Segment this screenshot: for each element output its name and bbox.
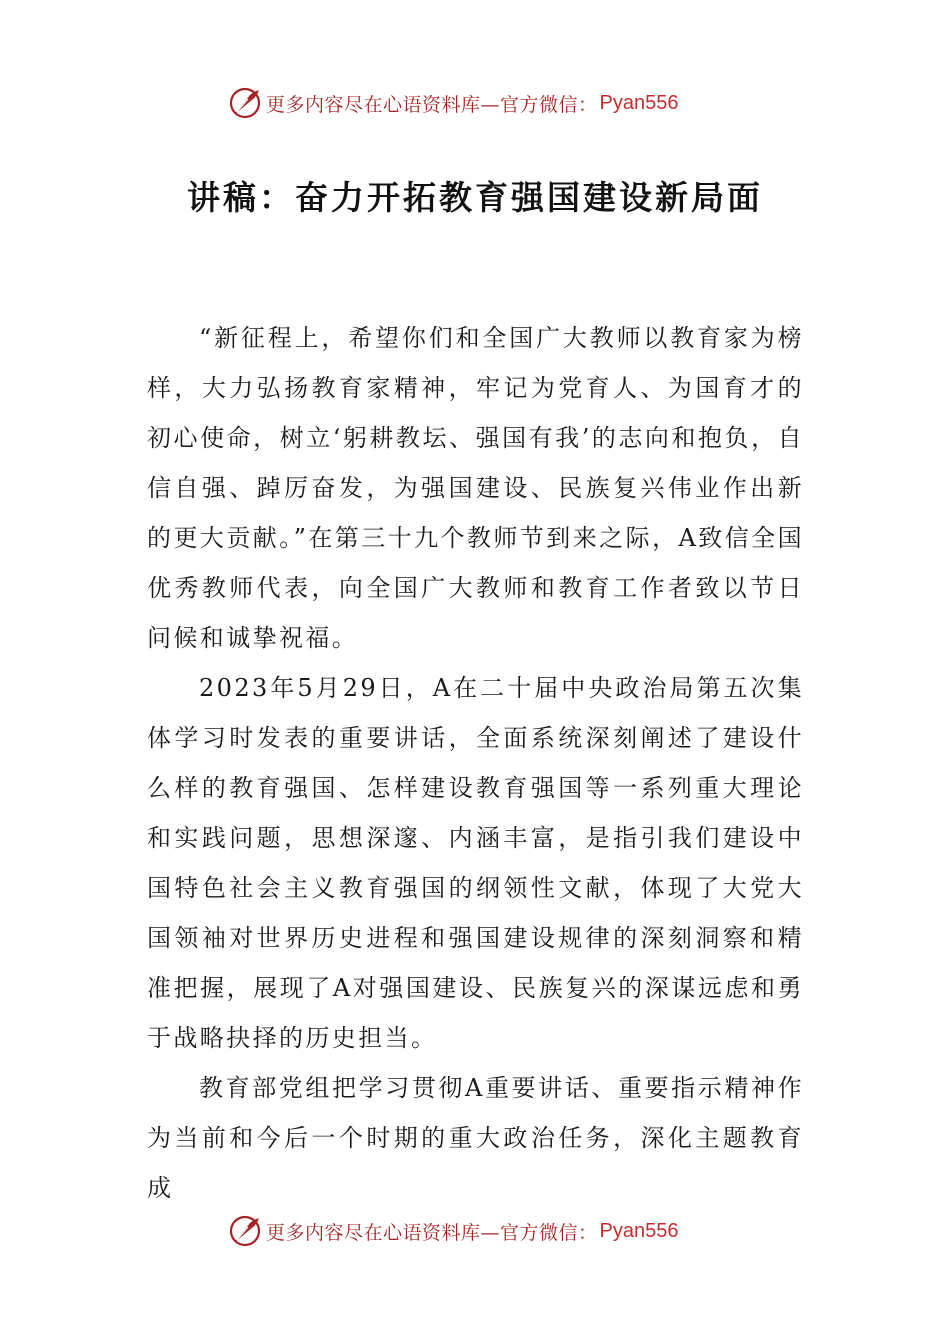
header-watermark bbox=[228, 83, 678, 123]
watermark-text: 更多内容尽在心语资料库—官方微信： bbox=[266, 93, 598, 116]
body-paragraph-1: “新征程上，希望你们和全国广大教师以教育家为榜样，大力弘扬教育家精神，牢记为党育人、为国育才的初心使命，树立‘躬耕教坛、强国有我’的志向和抱负，自信自强、踔厉奋发，为强国建设、民族复兴伟业作出新的更大贡献。”在第三十九个教师节到来之际，A致信全国优秀教师代表，向全国广大教师和教育工作者致以节日问候和诚挚祝福。 bbox=[147, 324, 804, 652]
watermark-text: 更多内容尽在心语资料库—官方微信： bbox=[266, 1221, 598, 1244]
document-body bbox=[147, 313, 804, 1213]
watermark-wechat-id: Pyan556 bbox=[599, 1219, 679, 1242]
quill-pen-circle-icon bbox=[228, 86, 262, 120]
body-paragraph-2: 2023年5月29日，A在二十届中央政治局第五次集体学习时发表的重要讲话，全面系统深刻阐述了建设什么样的教育强国、怎样建设教育强国等一系列重大理论和实践问题，思想深邃、内涵丰富，是指引我们建设中国特色社会主义教育强国的纲领性文献，体现了大党大国领袖对世界历史进程和强国建设规律的深刻洞察和精准把握，展现了A对强国建设、民族复兴的深谋远虑和勇于战略抉择的历史担当。 bbox=[147, 674, 804, 1052]
quill-pen-circle-icon bbox=[228, 1214, 262, 1248]
document-title: 讲稿：奋力开拓教育强国建设新局面 bbox=[187, 178, 763, 217]
footer-watermark bbox=[228, 1211, 678, 1251]
watermark-wechat-id: Pyan556 bbox=[599, 91, 679, 114]
body-paragraph-3: 教育部党组把学习贯彻A重要讲话、重要指示精神作为当前和今后一个时期的重大政治任务，深化主题教育成 bbox=[147, 1074, 804, 1202]
